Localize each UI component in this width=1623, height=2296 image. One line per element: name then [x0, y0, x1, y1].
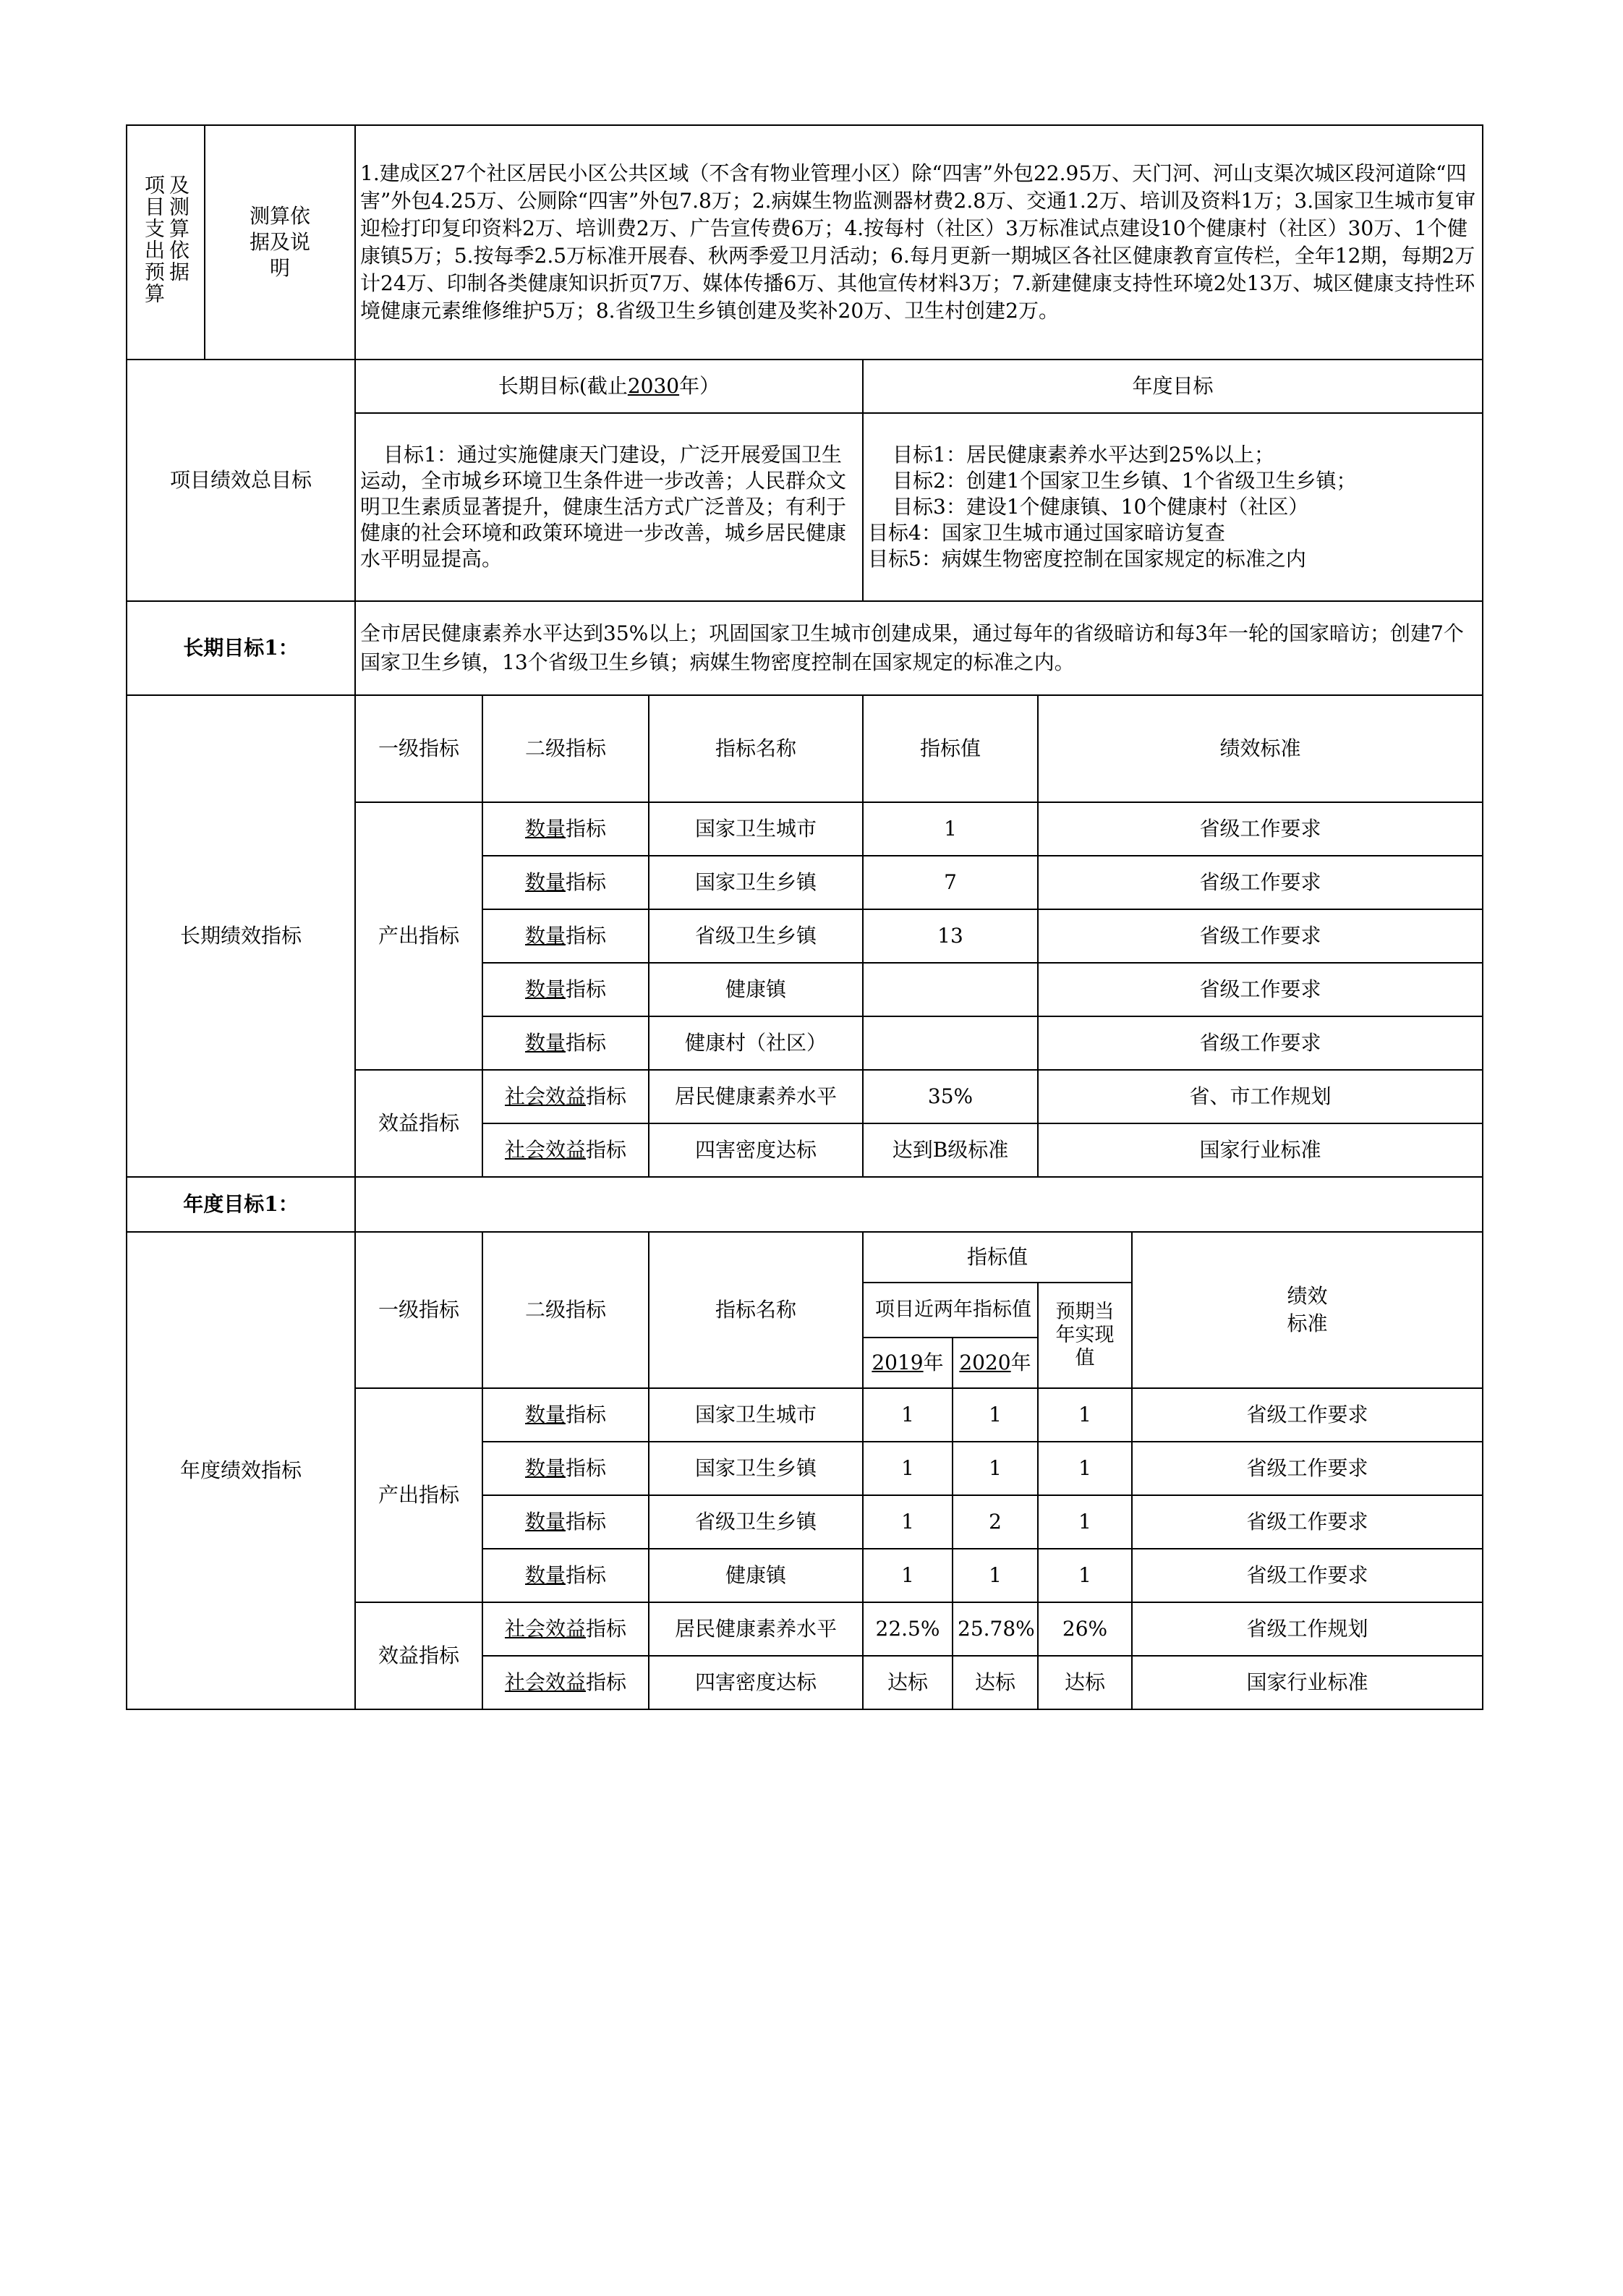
annual-benefit-expected: 26% [1038, 1602, 1132, 1656]
annual-header: 年度目标 [863, 360, 1483, 413]
long-output-std: 省级工作要求 [1038, 1016, 1483, 1070]
l2-part-b: 指标 [566, 1403, 607, 1427]
annual-benefit-2020: 达标 [953, 1656, 1038, 1709]
l2-part-a: 数量 [524, 1510, 566, 1534]
annual-goal1-label: 年度目标1： [127, 1177, 355, 1232]
long-output-l2 [482, 802, 649, 856]
annual-header-2019 [863, 1338, 953, 1388]
long-benefit-name: 四害密度达标 [649, 1123, 863, 1177]
long-output-name: 国家卫生城市 [649, 802, 863, 856]
annual-goal-1: 目标1：居民健康素养水平达到25%以上； [893, 443, 1275, 467]
annual-header-expected [1038, 1283, 1132, 1388]
long-output-std: 省级工作要求 [1038, 802, 1483, 856]
annual-header-level1: 一级指标 [355, 1232, 482, 1388]
annual-output-std: 省级工作要求 [1132, 1549, 1483, 1602]
annual-header-std [1132, 1232, 1483, 1388]
long-goal1-text: 全市居民健康素养水平达到35%以上；巩固国家卫生城市创建成果，通过每年的省级暗访和每3年一轮的国家暗访；创建7个国家卫生乡镇，13个省级卫生乡镇；病媒生物密度控制在国家规定的标准之内。 [355, 601, 1483, 695]
annual-output-name: 省级卫生乡镇 [649, 1495, 863, 1549]
long-benefit-name: 居民健康素养水平 [649, 1070, 863, 1123]
annual-output-expected: 1 [1038, 1549, 1132, 1602]
l2-part-a: 数量 [524, 817, 566, 841]
long-benefit-l2 [482, 1070, 649, 1123]
long-term-header-pre: 长期目标(截止 [498, 374, 628, 398]
l2-part-a: 数量 [524, 924, 566, 948]
long-term-header-post: 年） [679, 374, 720, 398]
long-perf-header-level1: 一级指标 [355, 695, 482, 802]
long-output-l2 [482, 963, 649, 1016]
annual-output-2019: 1 [863, 1442, 953, 1495]
long-term-header [355, 360, 863, 413]
l2-part-b: 指标 [566, 817, 607, 841]
annual-benefit-2019: 达标 [863, 1656, 953, 1709]
annual-output-name: 健康镇 [649, 1549, 863, 1602]
long-benefit-std: 国家行业标准 [1038, 1123, 1483, 1177]
budget-section-label [127, 125, 205, 360]
budget-section-label-a: 项目支出预算 [142, 174, 166, 305]
annual-output-std: 省级工作要求 [1132, 1495, 1483, 1549]
l2-part-a: 数量 [524, 1456, 566, 1480]
l2-part-b: 指标 [566, 924, 607, 948]
l2-part-a: 数量 [524, 870, 566, 894]
l2-part-b: 指标 [566, 870, 607, 894]
overall-goal-label: 项目绩效总目标 [127, 360, 355, 601]
long-benefit-label: 效益指标 [355, 1070, 482, 1177]
long-perf-header-value: 指标值 [863, 695, 1038, 802]
annual-header-expected-text: 预期当年实现值 [1055, 1301, 1115, 1369]
annual-benefit-expected: 达标 [1038, 1656, 1132, 1709]
l2-part-b: 指标 [566, 1031, 607, 1055]
annual-benefit-name: 四害密度达标 [649, 1656, 863, 1709]
long-benefit-value: 达到B级标准 [863, 1123, 1038, 1177]
annual-output-2019: 1 [863, 1495, 953, 1549]
annual-output-2019: 1 [863, 1549, 953, 1602]
long-output-l2 [482, 856, 649, 909]
annual-output-2020: 1 [953, 1388, 1038, 1442]
annual-output-expected: 1 [1038, 1388, 1132, 1442]
annual-benefit-label: 效益指标 [355, 1602, 482, 1709]
budget-form-page [126, 124, 1483, 1710]
long-output-std: 省级工作要求 [1038, 909, 1483, 963]
l2-part-b: 指标 [586, 1084, 627, 1108]
l2-part-a: 社会效益 [504, 1617, 586, 1641]
l2-part-a: 数量 [524, 1031, 566, 1055]
long-output-l2 [482, 909, 649, 963]
long-output-value: 13 [863, 909, 1038, 963]
long-benefit-value: 35% [863, 1070, 1038, 1123]
long-output-value [863, 963, 1038, 1016]
annual-benefit-l2 [482, 1656, 649, 1709]
annual-header-std-text: 绩效标准 [1287, 1284, 1328, 1335]
performance-table [126, 124, 1483, 1710]
l2-part-b: 指标 [566, 1456, 607, 1480]
annual-benefit-2020: 25.78% [953, 1602, 1038, 1656]
budget-section-label-b: 及测算依据 [166, 174, 190, 283]
annual-output-std: 省级工作要求 [1132, 1388, 1483, 1442]
annual-goal-4: 目标4：国家卫生城市通过国家暗访复查 [868, 521, 1225, 545]
annual-goal-3: 目标3：建设1个健康镇、10个健康村（社区） [893, 495, 1309, 519]
long-perf-label: 长期绩效指标 [127, 695, 355, 1177]
annual-benefit-l2 [482, 1602, 649, 1656]
basis-text: 1.建成区27个社区居民小区公共区域（不含有物业管理小区）除“四害”外包22.95万、天门河、河山支渠次城区段河道除“四害”外包4.25万、公厕除“四害”外包7.8万；2.病媒生物监测器材费2.8万、交通1.2万、培训及资料1万；3.国家卫生城市复审迎检打印复印资料2万、培训费2万、广告宣传费6万；4.按每村（社区）3万标准试点建设10个健康村（社区）30万、1个健康镇5万；5.按每季2.5万标准开展春、秋两季爱卫月活动；6.每月更新一期城区各社区健康教育宣传栏，全年12期，每期2万计24万、印制各类健康知识折页7万、媒体传播6万、其他宣传材料3万；7.新建健康支持性环境2处13万、城区健康支持性环境健康元素维修维护5万；8.省级卫生乡镇创建及奖补20万、卫生村创建2万。 [355, 125, 1483, 360]
year-suffix: 年 [1010, 1351, 1031, 1374]
annual-benefit-name: 居民健康素养水平 [649, 1602, 863, 1656]
long-output-name: 省级卫生乡镇 [649, 909, 863, 963]
annual-perf-label: 年度绩效指标 [127, 1232, 355, 1709]
annual-output-2020: 1 [953, 1442, 1038, 1495]
annual-header-value: 指标值 [863, 1232, 1132, 1283]
year-suffix: 年 [923, 1351, 944, 1374]
annual-benefit-std: 国家行业标准 [1132, 1656, 1483, 1709]
annual-header-recent-text: 项目近两年指标值 [875, 1298, 1031, 1321]
annual-output-expected: 1 [1038, 1442, 1132, 1495]
long-term-header-year: 2030 [627, 374, 680, 398]
l2-part-a: 数量 [524, 1403, 566, 1427]
l2-part-a: 社会效益 [504, 1670, 586, 1694]
annual-output-2019: 1 [863, 1388, 953, 1442]
l2-part-b: 指标 [586, 1138, 627, 1162]
l2-part-a: 数量 [524, 977, 566, 1001]
annual-header-2020 [953, 1338, 1038, 1388]
annual-goal-5: 目标5：病媒生物密度控制在国家规定的标准之内 [868, 547, 1306, 571]
year-2019: 2019 [872, 1351, 924, 1374]
annual-output-l2 [482, 1495, 649, 1549]
long-output-label: 产出指标 [355, 802, 482, 1070]
long-perf-header-name: 指标名称 [649, 695, 863, 802]
annual-header-name: 指标名称 [649, 1232, 863, 1388]
annual-header-recent [863, 1283, 1038, 1338]
long-output-value: 7 [863, 856, 1038, 909]
long-perf-header-level2: 二级指标 [482, 695, 649, 802]
long-benefit-l2 [482, 1123, 649, 1177]
long-output-name: 健康村（社区） [649, 1016, 863, 1070]
long-output-std: 省级工作要求 [1038, 963, 1483, 1016]
long-output-name: 国家卫生乡镇 [649, 856, 863, 909]
long-goal1-label: 长期目标1： [127, 601, 355, 695]
annual-goals [863, 413, 1483, 601]
annual-goal-2: 目标2：创建1个国家卫生乡镇、1个省级卫生乡镇； [893, 469, 1357, 493]
annual-output-l2 [482, 1549, 649, 1602]
long-output-l2 [482, 1016, 649, 1070]
basis-label-text: 测算依据及说明 [249, 204, 310, 280]
annual-output-l2 [482, 1388, 649, 1442]
annual-output-label: 产出指标 [355, 1388, 482, 1602]
long-output-value [863, 1016, 1038, 1070]
l2-part-a: 社会效益 [504, 1084, 586, 1108]
annual-output-2020: 2 [953, 1495, 1038, 1549]
l2-part-b: 指标 [586, 1617, 627, 1641]
annual-output-std: 省级工作要求 [1132, 1442, 1483, 1495]
annual-output-l2 [482, 1442, 649, 1495]
long-output-std: 省级工作要求 [1038, 856, 1483, 909]
l2-part-b: 指标 [566, 1563, 607, 1587]
long-term-goal-text: 目标1：通过实施健康天门建设，广泛开展爱国卫生运动，全市城乡环境卫生条件进一步改善；人民群众文明卫生素质显著提升，健康生活方式广泛普及；有利于健康的社会环境和政策环境进一步改善，城乡居民健康水平明显提高。 [355, 413, 863, 601]
annual-benefit-std: 省级工作规划 [1132, 1602, 1483, 1656]
l2-part-b: 指标 [566, 1510, 607, 1534]
long-output-value: 1 [863, 802, 1038, 856]
annual-output-2020: 1 [953, 1549, 1038, 1602]
annual-output-name: 国家卫生城市 [649, 1388, 863, 1442]
l2-part-b: 指标 [566, 977, 607, 1001]
year-2020: 2020 [959, 1351, 1011, 1374]
annual-goal1-text [355, 1177, 1483, 1232]
long-benefit-std: 省、市工作规划 [1038, 1070, 1483, 1123]
l2-part-b: 指标 [586, 1670, 627, 1694]
l2-part-a: 社会效益 [504, 1138, 586, 1162]
annual-output-name: 国家卫生乡镇 [649, 1442, 863, 1495]
basis-label [205, 125, 355, 360]
annual-header-level2: 二级指标 [482, 1232, 649, 1388]
annual-output-expected: 1 [1038, 1495, 1132, 1549]
long-perf-header-std: 绩效标准 [1038, 695, 1483, 802]
long-output-name: 健康镇 [649, 963, 863, 1016]
l2-part-a: 数量 [524, 1563, 566, 1587]
annual-benefit-2019: 22.5% [863, 1602, 953, 1656]
